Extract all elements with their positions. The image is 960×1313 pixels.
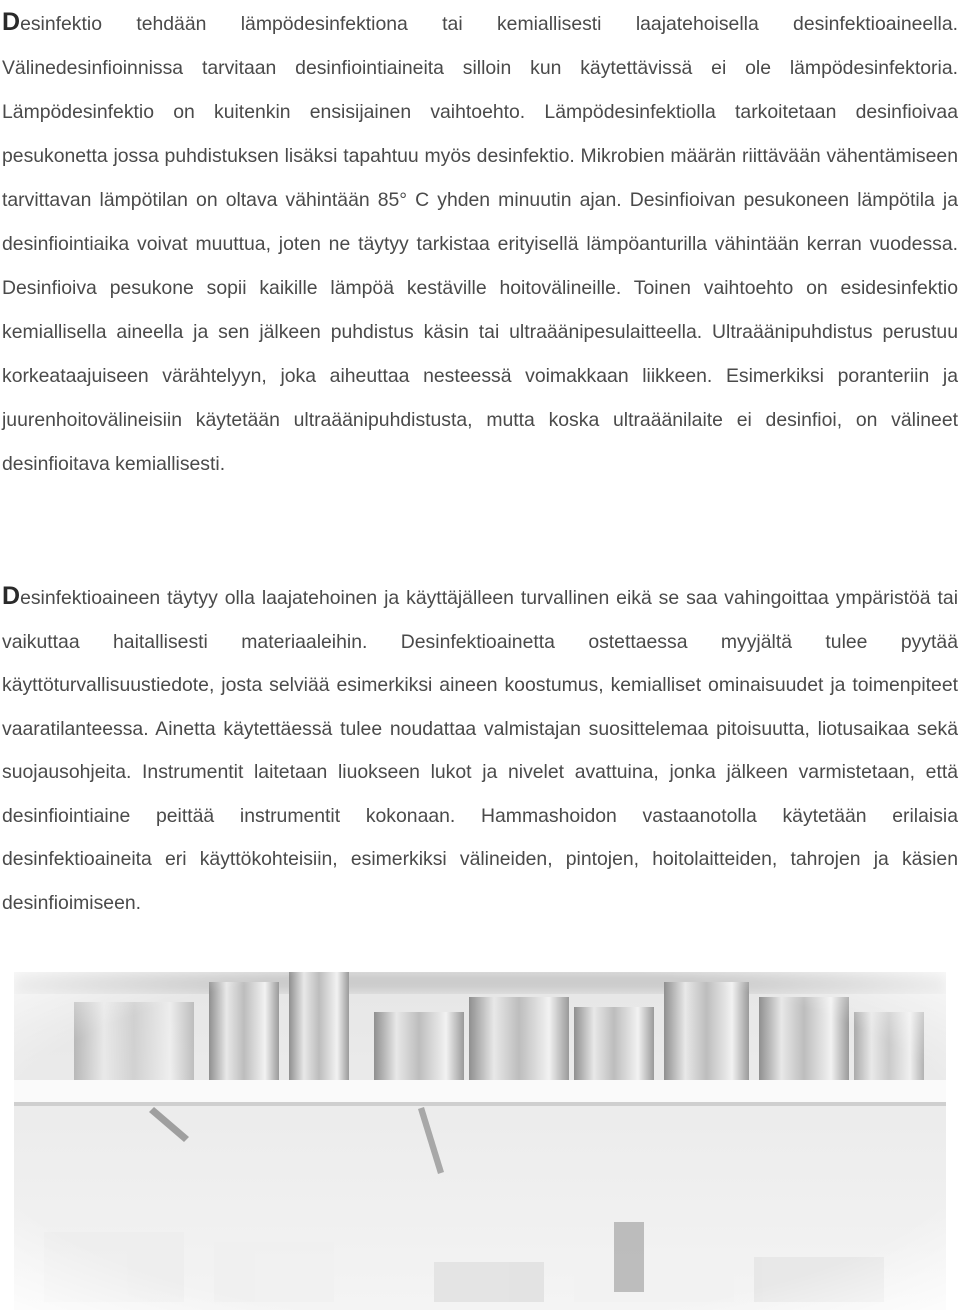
paragraph-heat-disinfection xyxy=(0,0,960,486)
shelf-photo xyxy=(14,972,946,1310)
shelf-photo-illustration xyxy=(14,972,946,1310)
paragraph-disinfectant-requirements xyxy=(0,575,960,925)
drop-cap: D xyxy=(2,582,21,610)
paragraph-body: esinfektio tehdään lämpödesinfektiona tai kemiallisesti laajatehoisella desinfektioaineella. Välinedesinfioinnissa tarvitaan desinfiointiaineita silloin kun käytettävissä ei ole lämpödesinfektoria. Lämpödesinfektio on kuitenkin ensisijainen vaihtoehto. Lämpödesinfektiolla tarkoitetaan desinfioivaa pesukonetta jossa puhdistuksen lisäksi tapahtuu myös desinfektio. Mikrobien määrän riittävään vähentämiseen tarvittavan lämpötilan on oltava vähintään 85° C yhden minuutin ajan. Desinfioivan pesukoneen lämpötila ja desinfiointiaika voivat muuttua, joten ne täytyy tarkistaa erityisellä lämpöanturilla vähintään kerran vuodessa. Desinfioiva pesukone sopii kaikille lämpöä kestäville hoitovälineille. Toinen vaihtoehto on esidesinfektio kemiallisella aineella ja sen jälkeen puhdistus käsin tai ultraäänipesulaitteella. Ultraäänipuhdistus perustuu korkeataajuiseen värähtelyyn, joka aiheuttaa nesteessä voimakkaan liikkeen. Esimerkiksi poranteriin ja juurenhoitovälineisiin käytetään ultraäänipuhdistusta, mutta koska ultraäänilaite ei desinfioi, on välineet desinfioitava kemiallisesti. xyxy=(2,13,958,475)
paragraph-body: esinfektioaineen täytyy olla laajatehoinen ja käyttäjälleen turvallinen eikä se saa vahingoittaa ympäristöä tai vaikuttaa haitallisesti materiaaleihin. Desinfektioainetta ostettaessa myyjältä tulee pyytää käyttöturvallisuustiedote, josta selviää esimerkiksi aineen koostumus, kemialliset ominaisuudet ja toimenpiteet vaaratilanteessa. Ainetta käytettäessä tulee noudattaa valmistajan suosittelemaa pitoisuutta, liotusaikaa sekä suojausohjeita. Instrumentit laitetaan liuokseen lukot ja nivelet avattuina, jonka jälkeen varmistetaan, että desinfiointiaine peittää instrumentit kokonaan. Hammashoidon vastaanotolla käytetään erilaisia desinfektioaineita eri käyttökohteisiin, esimerkiksi välineiden, pintojen, hoitolaitteiden, tahrojen ja käsien desinfioimiseen. xyxy=(2,587,958,914)
drop-cap: D xyxy=(2,8,21,36)
